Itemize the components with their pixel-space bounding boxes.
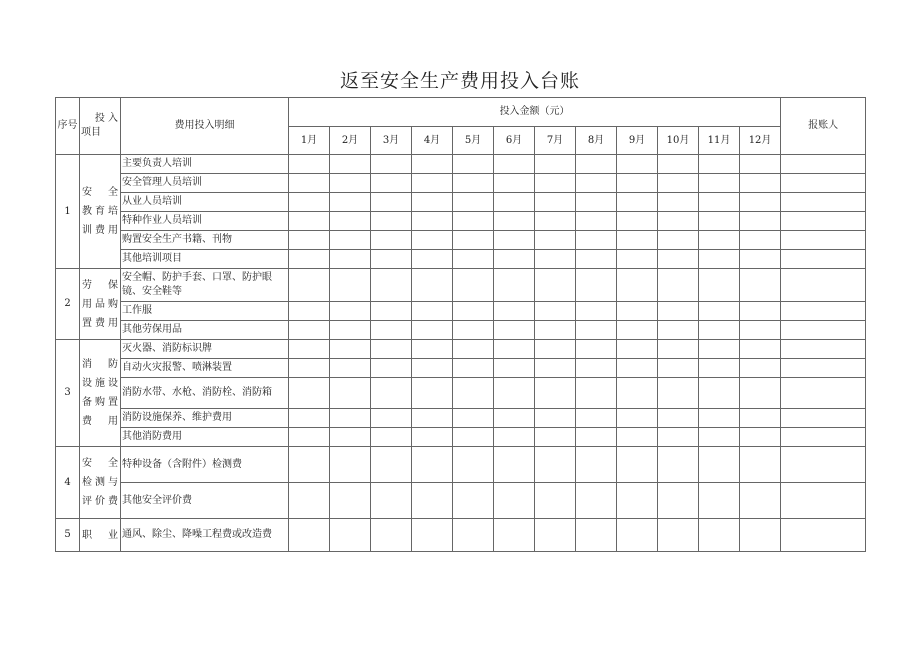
amount-cell[interactable]: [494, 321, 535, 340]
amount-cell[interactable]: [453, 269, 494, 302]
expense-detail: 消防设施保养、维护费用: [121, 409, 289, 428]
amount-cell[interactable]: [494, 409, 535, 428]
amount-cell[interactable]: [371, 519, 412, 552]
amount-cell[interactable]: [330, 409, 371, 428]
amount-cell[interactable]: [330, 212, 371, 231]
expense-detail: 工作服: [121, 302, 289, 321]
amount-cell[interactable]: [289, 428, 330, 447]
amount-cell[interactable]: [576, 483, 617, 519]
amount-cell[interactable]: [494, 231, 535, 250]
amount-cell[interactable]: [617, 174, 658, 193]
amount-cell[interactable]: [740, 212, 781, 231]
amount-cell[interactable]: [289, 193, 330, 212]
amount-cell[interactable]: [412, 409, 453, 428]
amount-cell[interactable]: [658, 519, 699, 552]
amount-cell[interactable]: [699, 302, 740, 321]
header-month: 8月: [576, 127, 617, 155]
reporter-cell[interactable]: [781, 302, 866, 321]
amount-cell[interactable]: [658, 269, 699, 302]
amount-cell[interactable]: [617, 340, 658, 359]
amount-cell[interactable]: [494, 378, 535, 409]
header-item-bottom: 项目: [81, 127, 101, 138]
amount-cell[interactable]: [453, 321, 494, 340]
amount-cell[interactable]: [658, 155, 699, 174]
amount-cell[interactable]: [453, 359, 494, 378]
amount-cell[interactable]: [535, 302, 576, 321]
group-category: 安 全 教育培训费用: [80, 155, 121, 269]
table-row: [56, 483, 866, 519]
expense-detail: 安全管理人员培训: [121, 174, 289, 193]
amount-cell[interactable]: [494, 519, 535, 552]
amount-cell[interactable]: [658, 174, 699, 193]
amount-cell[interactable]: [453, 519, 494, 552]
reporter-cell[interactable]: [781, 447, 866, 483]
amount-cell[interactable]: [535, 269, 576, 302]
amount-cell[interactable]: [371, 212, 412, 231]
amount-cell[interactable]: [740, 409, 781, 428]
amount-cell[interactable]: [453, 231, 494, 250]
amount-cell[interactable]: [658, 447, 699, 483]
amount-cell[interactable]: [576, 212, 617, 231]
amount-cell[interactable]: [494, 359, 535, 378]
header-month: 4月: [412, 127, 453, 155]
header-month: 11月: [699, 127, 740, 155]
header-reporter: 报账人: [781, 98, 866, 155]
table-row: [56, 359, 866, 378]
amount-cell[interactable]: [740, 483, 781, 519]
amount-cell[interactable]: [740, 302, 781, 321]
group-number: 1: [56, 155, 80, 269]
amount-cell[interactable]: [658, 483, 699, 519]
reporter-cell[interactable]: [781, 193, 866, 212]
table-row: [56, 447, 866, 483]
amount-cell[interactable]: [330, 519, 371, 552]
amount-cell[interactable]: [453, 447, 494, 483]
amount-cell[interactable]: [699, 231, 740, 250]
amount-cell[interactable]: [289, 409, 330, 428]
expense-detail: 特种作业人员培训: [121, 212, 289, 231]
reporter-cell[interactable]: [781, 231, 866, 250]
amount-cell[interactable]: [412, 359, 453, 378]
header-item-top: 投 入: [94, 113, 118, 124]
expense-detail: 购置安全生产书籍、刊物: [121, 231, 289, 250]
amount-cell[interactable]: [699, 250, 740, 269]
reporter-cell[interactable]: [781, 212, 866, 231]
amount-cell[interactable]: [412, 483, 453, 519]
table-row: [56, 321, 866, 340]
amount-cell[interactable]: [371, 269, 412, 302]
amount-cell[interactable]: [371, 250, 412, 269]
amount-cell[interactable]: [330, 174, 371, 193]
amount-cell[interactable]: [576, 302, 617, 321]
amount-cell[interactable]: [494, 340, 535, 359]
reporter-cell[interactable]: [781, 428, 866, 447]
expense-detail: 其他劳保用品: [121, 321, 289, 340]
table-row: [56, 340, 866, 359]
amount-cell[interactable]: [330, 340, 371, 359]
amount-cell[interactable]: [658, 321, 699, 340]
amount-cell[interactable]: [699, 340, 740, 359]
reporter-cell[interactable]: [781, 359, 866, 378]
expense-detail: 其他培训项目: [121, 250, 289, 269]
amount-cell[interactable]: [412, 447, 453, 483]
amount-cell[interactable]: [658, 378, 699, 409]
amount-cell[interactable]: [658, 359, 699, 378]
amount-cell[interactable]: [330, 269, 371, 302]
header-item: [80, 98, 121, 155]
amount-cell[interactable]: [699, 447, 740, 483]
amount-cell[interactable]: [494, 302, 535, 321]
table-row: [56, 250, 866, 269]
amount-cell[interactable]: [617, 155, 658, 174]
amount-cell[interactable]: [699, 212, 740, 231]
amount-cell[interactable]: [658, 409, 699, 428]
amount-cell[interactable]: [371, 428, 412, 447]
amount-cell[interactable]: [576, 231, 617, 250]
amount-cell[interactable]: [576, 174, 617, 193]
header-seq: 序号: [56, 98, 80, 155]
table-row: [56, 212, 866, 231]
reporter-cell[interactable]: [781, 250, 866, 269]
group-number: 3: [56, 340, 80, 447]
header-amount: 投入金额（元）: [289, 98, 781, 127]
header-month: 2月: [330, 127, 371, 155]
reporter-cell[interactable]: [781, 269, 866, 302]
amount-cell[interactable]: [576, 155, 617, 174]
amount-cell[interactable]: [494, 155, 535, 174]
amount-cell[interactable]: [617, 519, 658, 552]
header-month: 3月: [371, 127, 412, 155]
reporter-cell[interactable]: [781, 409, 866, 428]
amount-cell[interactable]: [535, 378, 576, 409]
amount-cell[interactable]: [576, 519, 617, 552]
amount-cell[interactable]: [535, 193, 576, 212]
amount-cell[interactable]: [371, 321, 412, 340]
amount-cell[interactable]: [330, 231, 371, 250]
amount-cell[interactable]: [576, 447, 617, 483]
amount-cell[interactable]: [699, 378, 740, 409]
header-month: 5月: [453, 127, 494, 155]
amount-cell[interactable]: [453, 409, 494, 428]
amount-cell[interactable]: [535, 155, 576, 174]
amount-cell[interactable]: [453, 302, 494, 321]
table-row: [56, 302, 866, 321]
amount-cell[interactable]: [330, 378, 371, 409]
reporter-cell[interactable]: [781, 174, 866, 193]
amount-cell[interactable]: [576, 409, 617, 428]
amount-cell[interactable]: [330, 193, 371, 212]
amount-cell[interactable]: [453, 174, 494, 193]
group-number: 2: [56, 269, 80, 340]
reporter-cell[interactable]: [781, 155, 866, 174]
amount-cell[interactable]: [371, 378, 412, 409]
amount-cell[interactable]: [658, 250, 699, 269]
table-row: [56, 409, 866, 428]
amount-cell[interactable]: [412, 428, 453, 447]
header-detail: 费用投入明细: [121, 98, 289, 155]
reporter-cell[interactable]: [781, 378, 866, 409]
amount-cell[interactable]: [535, 428, 576, 447]
amount-cell[interactable]: [740, 155, 781, 174]
amount-cell[interactable]: [617, 483, 658, 519]
amount-cell[interactable]: [289, 250, 330, 269]
amount-cell[interactable]: [494, 447, 535, 483]
group-number: 4: [56, 447, 80, 519]
amount-cell[interactable]: [494, 269, 535, 302]
amount-cell[interactable]: [371, 483, 412, 519]
amount-cell[interactable]: [617, 250, 658, 269]
amount-cell[interactable]: [412, 378, 453, 409]
amount-cell[interactable]: [412, 231, 453, 250]
amount-cell[interactable]: [740, 340, 781, 359]
amount-cell[interactable]: [412, 340, 453, 359]
amount-cell[interactable]: [617, 302, 658, 321]
amount-cell[interactable]: [740, 250, 781, 269]
amount-cell[interactable]: [740, 193, 781, 212]
expense-detail: 安全帽、防护手套、口罩、防护眼镜、安全鞋等: [121, 269, 289, 302]
amount-cell[interactable]: [289, 359, 330, 378]
amount-cell[interactable]: [494, 174, 535, 193]
amount-cell[interactable]: [453, 428, 494, 447]
amount-cell[interactable]: [289, 378, 330, 409]
amount-cell[interactable]: [576, 250, 617, 269]
header-month: 10月: [658, 127, 699, 155]
amount-cell[interactable]: [371, 359, 412, 378]
amount-cell[interactable]: [699, 483, 740, 519]
header-month: 9月: [617, 127, 658, 155]
amount-cell[interactable]: [576, 193, 617, 212]
amount-cell[interactable]: [330, 302, 371, 321]
amount-cell[interactable]: [289, 321, 330, 340]
amount-cell[interactable]: [289, 212, 330, 231]
amount-cell[interactable]: [289, 447, 330, 483]
table-row: [56, 193, 866, 212]
amount-cell[interactable]: [617, 321, 658, 340]
reporter-cell[interactable]: [781, 321, 866, 340]
amount-cell[interactable]: [330, 483, 371, 519]
amount-cell[interactable]: [740, 378, 781, 409]
table-row: [56, 269, 866, 302]
amount-cell[interactable]: [330, 447, 371, 483]
table-row: [56, 155, 866, 174]
amount-cell[interactable]: [412, 302, 453, 321]
amount-cell[interactable]: [453, 155, 494, 174]
amount-cell[interactable]: [289, 174, 330, 193]
amount-cell[interactable]: [617, 359, 658, 378]
table-row: [56, 378, 866, 409]
amount-cell[interactable]: [699, 409, 740, 428]
amount-cell[interactable]: [535, 409, 576, 428]
amount-cell[interactable]: [740, 269, 781, 302]
amount-cell[interactable]: [535, 483, 576, 519]
amount-cell[interactable]: [617, 409, 658, 428]
amount-cell[interactable]: [289, 302, 330, 321]
amount-cell[interactable]: [494, 193, 535, 212]
amount-cell[interactable]: [658, 302, 699, 321]
table-row: [56, 519, 866, 552]
amount-cell[interactable]: [699, 174, 740, 193]
amount-cell[interactable]: [453, 193, 494, 212]
amount-cell[interactable]: [740, 447, 781, 483]
amount-cell[interactable]: [535, 212, 576, 231]
amount-cell[interactable]: [535, 359, 576, 378]
amount-cell[interactable]: [330, 321, 371, 340]
amount-cell[interactable]: [371, 155, 412, 174]
table-row: [56, 231, 866, 250]
amount-cell[interactable]: [412, 174, 453, 193]
group-category: 职业: [80, 519, 121, 552]
amount-cell[interactable]: [371, 193, 412, 212]
amount-cell[interactable]: [699, 193, 740, 212]
amount-cell[interactable]: [535, 519, 576, 552]
group-category: 安 全 检测与评价费: [80, 447, 121, 519]
amount-cell[interactable]: [371, 231, 412, 250]
amount-cell[interactable]: [658, 428, 699, 447]
table-row: [56, 428, 866, 447]
expense-detail: 特种设备（含附件）检测费: [121, 447, 289, 483]
amount-cell[interactable]: [699, 428, 740, 447]
amount-cell[interactable]: [576, 378, 617, 409]
amount-cell[interactable]: [740, 231, 781, 250]
header-month: 6月: [494, 127, 535, 155]
page-title: 返至安全生产费用投入台账: [339, 70, 580, 92]
amount-cell[interactable]: [371, 302, 412, 321]
amount-cell[interactable]: [289, 519, 330, 552]
amount-cell[interactable]: [330, 155, 371, 174]
amount-cell[interactable]: [412, 155, 453, 174]
amount-cell[interactable]: [289, 231, 330, 250]
amount-cell[interactable]: [494, 483, 535, 519]
reporter-cell[interactable]: [781, 483, 866, 519]
amount-cell[interactable]: [535, 340, 576, 359]
amount-cell[interactable]: [453, 340, 494, 359]
amount-cell[interactable]: [535, 250, 576, 269]
header-month: 7月: [535, 127, 576, 155]
amount-cell[interactable]: [699, 359, 740, 378]
expense-detail: 通风、除尘、降噪工程费或改造费: [121, 519, 289, 552]
amount-cell[interactable]: [617, 447, 658, 483]
amount-cell[interactable]: [535, 231, 576, 250]
amount-cell[interactable]: [412, 250, 453, 269]
expense-detail: 其他安全评价费: [121, 483, 289, 519]
reporter-cell[interactable]: [781, 519, 866, 552]
amount-cell[interactable]: [289, 269, 330, 302]
amount-cell[interactable]: [494, 428, 535, 447]
expense-detail: 其他消防费用: [121, 428, 289, 447]
expense-detail: 自动火灾报警、喷淋装置: [121, 359, 289, 378]
amount-cell[interactable]: [289, 483, 330, 519]
amount-cell[interactable]: [412, 212, 453, 231]
expense-detail: 主要负责人培训: [121, 155, 289, 174]
amount-cell[interactable]: [617, 231, 658, 250]
amount-cell[interactable]: [617, 193, 658, 212]
amount-cell[interactable]: [699, 155, 740, 174]
table-row: [56, 174, 866, 193]
amount-cell[interactable]: [453, 212, 494, 231]
amount-cell[interactable]: [494, 212, 535, 231]
reporter-cell[interactable]: [781, 340, 866, 359]
amount-cell[interactable]: [289, 155, 330, 174]
amount-cell[interactable]: [658, 212, 699, 231]
amount-cell[interactable]: [617, 378, 658, 409]
amount-cell[interactable]: [412, 193, 453, 212]
group-category: 消 防 设施设备购置费用: [80, 340, 121, 447]
amount-cell[interactable]: [412, 519, 453, 552]
amount-cell[interactable]: [699, 519, 740, 552]
header-month: 1月: [289, 127, 330, 155]
group-category: 劳 保 用品购置费用: [80, 269, 121, 340]
amount-cell[interactable]: [535, 174, 576, 193]
amount-cell[interactable]: [617, 212, 658, 231]
amount-cell[interactable]: [576, 340, 617, 359]
amount-cell[interactable]: [617, 269, 658, 302]
amount-cell[interactable]: [289, 340, 330, 359]
amount-cell[interactable]: [576, 428, 617, 447]
amount-cell[interactable]: [494, 250, 535, 269]
amount-cell[interactable]: [371, 174, 412, 193]
amount-cell[interactable]: [453, 378, 494, 409]
expense-ledger-table: [55, 97, 866, 552]
amount-cell[interactable]: [658, 340, 699, 359]
header-month: 12月: [740, 127, 781, 155]
amount-cell[interactable]: [535, 321, 576, 340]
expense-detail: 灭火器、消防标识牌: [121, 340, 289, 359]
amount-cell[interactable]: [658, 193, 699, 212]
amount-cell[interactable]: [453, 483, 494, 519]
amount-cell[interactable]: [740, 174, 781, 193]
amount-cell[interactable]: [371, 409, 412, 428]
amount-cell[interactable]: [330, 428, 371, 447]
expense-detail: 消防水带、水枪、消防栓、消防箱: [121, 378, 289, 409]
amount-cell[interactable]: [740, 321, 781, 340]
amount-cell[interactable]: [576, 359, 617, 378]
amount-cell[interactable]: [330, 359, 371, 378]
amount-cell[interactable]: [740, 519, 781, 552]
expense-detail: 从业人员培训: [121, 193, 289, 212]
amount-cell[interactable]: [535, 447, 576, 483]
amount-cell[interactable]: [412, 321, 453, 340]
amount-cell[interactable]: [412, 269, 453, 302]
amount-cell[interactable]: [699, 269, 740, 302]
amount-cell[interactable]: [453, 250, 494, 269]
amount-cell[interactable]: [740, 359, 781, 378]
amount-cell[interactable]: [740, 428, 781, 447]
amount-cell[interactable]: [658, 231, 699, 250]
group-number: 5: [56, 519, 80, 552]
amount-cell[interactable]: [371, 447, 412, 483]
amount-cell[interactable]: [617, 428, 658, 447]
amount-cell[interactable]: [576, 321, 617, 340]
amount-cell[interactable]: [576, 269, 617, 302]
amount-cell[interactable]: [371, 340, 412, 359]
amount-cell[interactable]: [330, 250, 371, 269]
amount-cell[interactable]: [699, 321, 740, 340]
